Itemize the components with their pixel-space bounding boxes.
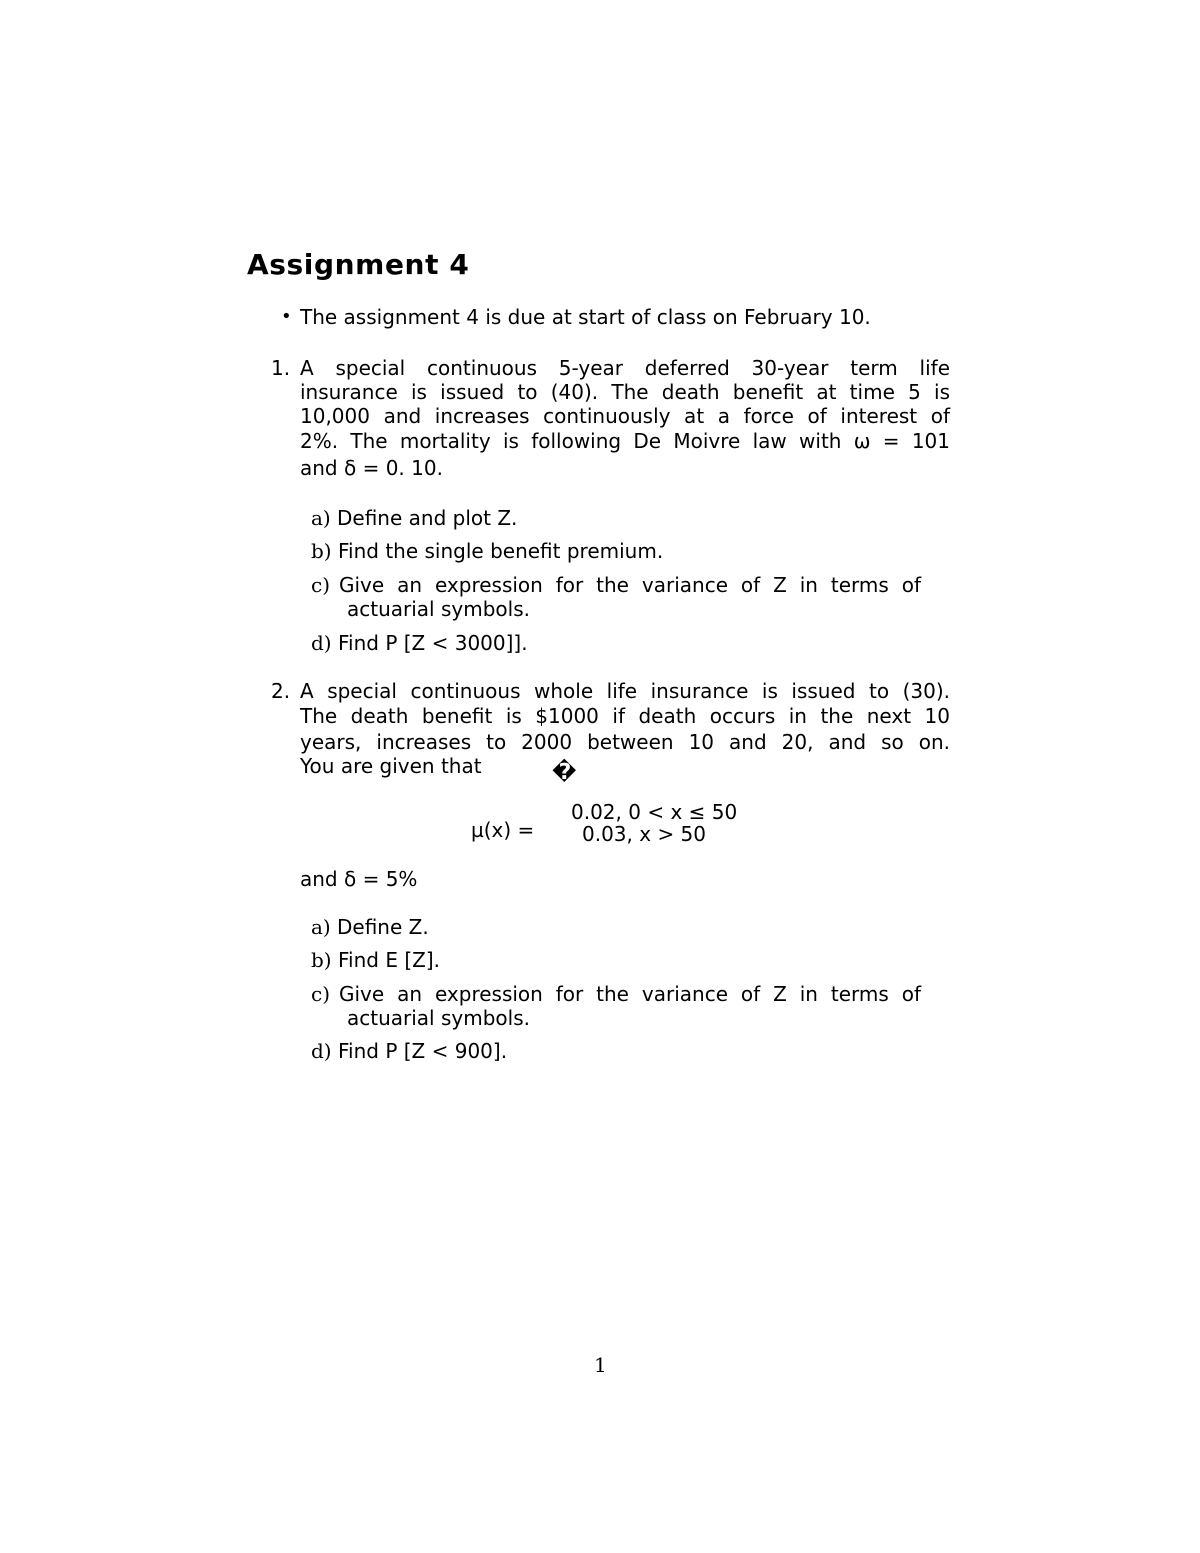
mu-case-2: 0.03, x > 50 [582, 822, 707, 846]
q2-part-c-label: c) [311, 982, 331, 1006]
question-2-line-2: The death benefit is $1000 if death occurs in the next 10 [300, 704, 950, 728]
question-1-line-3: 10,000 and increases continuously at a force of interest of [300, 404, 950, 428]
page-number: 1 [594, 1353, 607, 1377]
q2-part-d-label: d) [311, 1039, 332, 1063]
q2-part-c-continuation: actuarial symbols. [347, 1006, 530, 1030]
question-2-line-4: You are given that [300, 754, 482, 778]
q1-part-b-text: Find the single benefit premium. [338, 539, 664, 563]
question-1-line-2: insurance is issued to (40). The death benefit at time 5 is [300, 380, 950, 404]
mu-case-1: 0.02, 0 < x ≤ 50 [571, 800, 738, 824]
delta-condition: and δ = 5% [300, 867, 418, 891]
question-2-number: 2. [271, 679, 291, 703]
q2-part-b-label: b) [311, 948, 332, 972]
question-1-line-5: and δ = 0. 10. [300, 456, 443, 480]
q2-part-a-label: a) [311, 915, 331, 939]
q1-part-d-text: Find P [Z < 3000]]. [338, 631, 528, 655]
question-1-line-4: 2%. The mortality is following De Moivre law with ω = 101 [300, 429, 950, 453]
mu-function-label: µ(x) = [471, 818, 535, 842]
q1-part-d-label: d) [311, 631, 332, 655]
q2-part-d-text: Find P [Z < 900]. [338, 1039, 508, 1063]
q1-part-b-label: b) [311, 539, 332, 563]
q1-part-a-label: a) [311, 506, 331, 530]
question-1-number: 1. [271, 356, 291, 380]
q1-part-a-text: Define and plot Z. [337, 506, 518, 530]
q1-part-c-label: c) [311, 573, 331, 597]
question-2-line-1: A special continuous whole life insurance is issued to (30). [300, 679, 950, 703]
q2-part-c-text: Give an expression for the variance of Z in terms of [339, 982, 921, 1006]
q1-part-c-text: Give an expression for the variance of Z in terms of [339, 573, 921, 597]
bullet-marker: • [281, 306, 292, 327]
q2-part-a-text: Define Z. [337, 915, 429, 939]
question-1-line-1: A special continuous 5-year deferred 30-year term life [300, 356, 950, 380]
q1-part-c-continuation: actuarial symbols. [347, 597, 530, 621]
q2-part-b-text: Find E [Z]. [338, 948, 440, 972]
page-title: Assignment 4 [247, 248, 470, 281]
question-2-line-3: years, increases to 2000 between 10 and 20, and so on. [300, 730, 950, 754]
due-date-notice: The assignment 4 is due at start of class on February 10. [300, 305, 871, 329]
brace-glyph: � [552, 760, 577, 785]
